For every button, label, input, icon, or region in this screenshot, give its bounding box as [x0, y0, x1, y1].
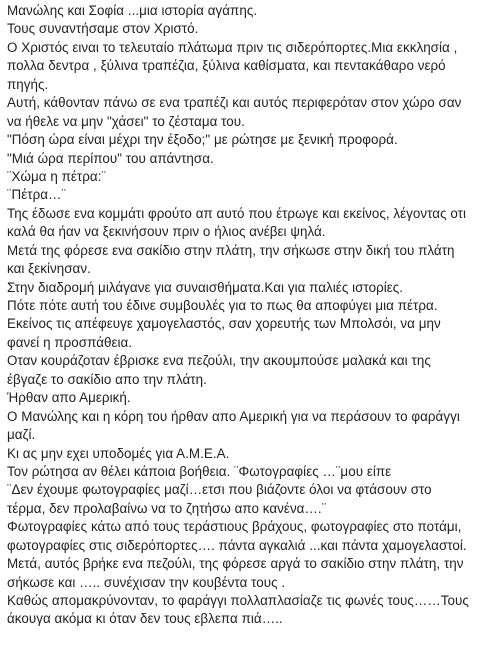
text-line: άκουγα ακόμα κι όταν δεν τους εβλεπα πιά…..	[7, 611, 283, 627]
text-line: Καθώς απομακρύνονταν, το φαράγγι πολλαπλασίαζε τις φωνές τους……Τους	[7, 593, 469, 608]
story-text	[7, 2, 489, 629]
text-line: Μετά της φόρεσε ενα σακίδιο στην πλάτη, την σήκωσε στην δική του πλάτη	[7, 242, 455, 258]
text-line: Μετά, αυτός βρήκε ενα πεζούλι, της φόρεσε αργά το σακίδιο στην πλάτη, την	[7, 556, 464, 572]
text-line: Τον ρώτησα αν θέλει κάποια βοήθεια. ¨Φωτογραφίες …¨μου είπε	[7, 463, 392, 479]
text-line: ¨Χώμα η πέτρα:¨	[7, 168, 106, 184]
text-line: Πότε πότε αυτή του έδινε συμβουλές για το πως θα αποφύγει μια πέτρα.	[7, 298, 438, 313]
text-line: να ήθελε να μην "χάσει" το ζέσταμα του.	[7, 113, 245, 129]
text-line: "Μιά ώρα περίπου" του απάντησα.	[7, 150, 214, 166]
text-line: φωτογραφίες στις σιδερόπορτες…. πάντα αγκαλιά ...και πάντα χαμογελαστοί.	[7, 537, 467, 553]
text-line: Μανώλης και Σοφία ...μια ιστορία αγάπης.	[7, 3, 258, 18]
text-line: Οταν κουράζοταν έβρισκε ενα πεζούλι, την ακουμπούσε μαλακά και της	[7, 353, 431, 369]
text-line: πολλα δεντρα , ξύλινα τραπέζια, ξύλινα καθίσματα, και πεντακάθαρο νερό	[7, 58, 446, 74]
text-line: πηγής.	[7, 76, 49, 92]
text-line: Ήρθαν απο Αμερική.	[7, 390, 131, 406]
text-line: ¨Δεν έχουμε φωτογραφίες μαζί…ετσι που βιάζοντε όλοι να φτάσουν στο	[7, 482, 432, 498]
text-line: Φωτογραφίες κάτω από τους τεράστιους βράχους, φωτογραφίες στο ποτάμι,	[7, 519, 462, 535]
text-line: "Πόση ώρα είναι μέχρι την έξοδο;" με ρώτησε με ξενική προφορά.	[7, 132, 398, 148]
text-line: έβγαζε το σακίδιο απο την πλάτη.	[7, 371, 207, 387]
text-line: σήκωσε και ….. συνέχισαν την κουβέντα τους .	[7, 574, 286, 590]
text-line: Κι ας μην εχει υποδομές για Α.Μ.Ε.Α.	[7, 445, 230, 461]
text-line: ¨Πέτρα…¨	[7, 187, 66, 203]
text-line: φανεί η προσπάθεια.	[7, 334, 133, 350]
text-line: καλά θα ήαν να ξεκινήσουν πριν ο ήλιος ανέβει ψηλά.	[7, 224, 326, 240]
text-line: Τους συναντήσαμε στον Χριστό.	[7, 21, 199, 37]
text-line: Στην διαδρομή μιλάγανε για συναισθήματα.Και για παλιές ιστορίες.	[7, 279, 404, 295]
text-line: και ξεκίνησαν.	[7, 261, 91, 277]
text-line: μαζί.	[7, 427, 36, 443]
text-line: Ο Χριστός ειναι το τελευταίο πλάτωμα πριν τις σιδερόπορτες.Μια εκκλησία ,	[7, 39, 458, 55]
text-line: Ο Μανώλης και η κόρη του ήρθαν απο Αμερική για να περάσουν το φαράγγι	[7, 408, 460, 424]
text-line: Αυτή, κάθονταν πάνω σε ενα τραπέζι και αυτός περιφερόταν στον χώρο σαν	[7, 95, 462, 111]
text-line: τέρμα, δεν προλαβαίνω να το ζητήσω απο κανένα….¨	[7, 500, 327, 516]
text-line: Της έδωσε ενα κομμάτι φρούτο απ αυτό που έτρωγε και εκείνος, λέγοντας οτι	[7, 205, 467, 221]
text-line: Εκείνος τις απέφευγε χαμογελαστός, σαν χορευτής των Μπολσόι, να μην	[7, 316, 441, 332]
